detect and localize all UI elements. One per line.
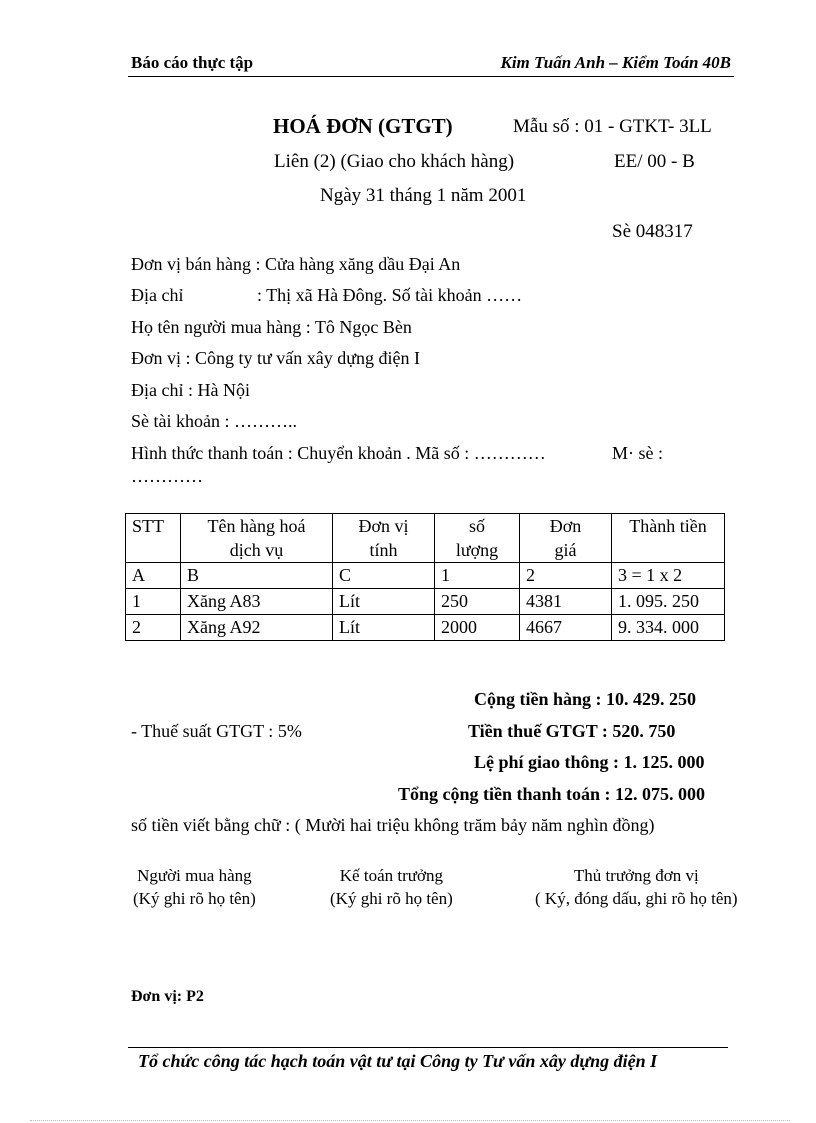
col-header-text: Đơn vị — [358, 516, 409, 536]
buyer-line: Họ tên người mua hàng : Tô Ngọc Bèn — [131, 317, 412, 337]
signature-title: Người mua hàng — [137, 866, 252, 885]
signature-note: ( Ký, đóng dấu, ghi rõ họ tên) — [535, 889, 738, 908]
table-cell: 4381 — [520, 589, 612, 615]
col-header-unit — [333, 514, 435, 563]
address-value: : Thị xã Hà Đông. Số tài khoản …… — [257, 285, 523, 305]
col-header-price — [520, 514, 612, 563]
col-header-stt — [126, 514, 181, 563]
table-header-row — [126, 514, 725, 563]
table-cell: 250 — [435, 589, 520, 615]
col-header-goods — [181, 514, 333, 563]
signature-note: (Ký ghi rõ họ tên) — [133, 889, 256, 908]
footer-text: Tổ chức công tác hạch toán vật tư tại Công ty Tư vấn xây dựng điện I — [138, 1051, 658, 1071]
col-header-text: tính — [369, 540, 398, 560]
payment-continuation: ………… — [131, 466, 203, 486]
seller-line: Đơn vị bán hàng : Cửa hàng xăng dầu Đại An — [131, 254, 461, 274]
col-header-text: STT — [132, 516, 165, 536]
page-edge-dots — [30, 1120, 790, 1121]
invoice-series: EE/ 00 - B — [614, 151, 695, 172]
address-label: Địa chỉ — [131, 285, 184, 305]
col-header-text: dịch vụ — [229, 540, 284, 560]
table-cell: 9. 334. 000 — [612, 615, 725, 641]
unit-code: Đơn vị: P2 — [131, 988, 204, 1005]
col-header-text: lượng — [455, 540, 499, 560]
invoice-date: Ngày 31 tháng 1 năm 2001 — [320, 185, 527, 206]
table-cell: Lít — [333, 589, 435, 615]
col-header-text: số — [468, 516, 485, 536]
table-row — [126, 563, 725, 589]
table-cell: 3 = 1 x 2 — [612, 563, 725, 589]
table-cell: 2 — [520, 563, 612, 589]
table-cell: Xăng A83 — [181, 589, 333, 615]
col-header-text: Tên hàng hoá — [207, 516, 306, 536]
table-row — [126, 615, 725, 641]
table-cell: C — [333, 563, 435, 589]
table-cell: 4667 — [520, 615, 612, 641]
header-report-title: Báo cáo thực tập — [131, 53, 254, 72]
header-author: Kim Tuấn Anh – Kiểm Toán 40B — [500, 53, 731, 72]
ms-label: M· sè : — [612, 443, 663, 463]
invoice-number: Sè 048317 — [612, 221, 693, 242]
invoice-copy: Liên (2) (Giao cho khách hàng) — [274, 151, 515, 172]
signature-chief-accountant — [330, 864, 453, 910]
signature-title: Kế toán trưởng — [339, 866, 443, 885]
signature-title: Thủ trưởng đơn vị — [573, 866, 699, 885]
col-header-amount — [612, 514, 725, 563]
table-cell: Xăng A92 — [181, 615, 333, 641]
table-cell: Lít — [333, 615, 435, 641]
vat-rate: - Thuế suất GTGT : 5% — [131, 721, 302, 741]
payment-line: Hình thức thanh toán : Chuyển khoản . Mã số : ………… — [131, 443, 546, 463]
table-row — [126, 589, 725, 615]
table-cell: 1 — [435, 563, 520, 589]
col-header-quantity — [435, 514, 520, 563]
footer-divider — [128, 1047, 728, 1048]
signature-director — [535, 864, 738, 910]
subtotal: Cộng tiền hàng : 10. 429. 250 — [474, 689, 697, 709]
vat-amount: Tiền thuế GTGT : 520. 750 — [468, 721, 676, 741]
signature-buyer — [133, 864, 256, 910]
table-cell: 2000 — [435, 615, 520, 641]
table-cell: A — [126, 563, 181, 589]
buyer-address-line: Địa chỉ : Hà Nội — [131, 380, 250, 400]
table-cell: 2 — [126, 615, 181, 641]
table-cell: 1. 095. 250 — [612, 589, 725, 615]
col-header-text: Đơn — [549, 516, 582, 536]
invoice-title: HOÁ ĐƠN (GTGT) — [273, 114, 453, 138]
grand-total: Tổng cộng tiền thanh toán : 12. 075. 000 — [398, 784, 706, 804]
invoice-form-number: Mẫu số : 01 - GTKT- 3LL — [513, 116, 712, 137]
invoice-table — [125, 513, 725, 641]
table-cell: 1 — [126, 589, 181, 615]
col-header-text: Thành tiền — [629, 516, 707, 536]
header-divider — [128, 76, 734, 77]
col-header-text: giá — [554, 540, 577, 560]
account-line: Sè tài khoản : ……….. — [131, 411, 297, 431]
amount-in-words: số tiền viết bằng chữ : ( Mười hai triệu không trăm bảy năm nghìn đồng) — [131, 815, 655, 835]
buyer-unit-line: Đơn vị : Công ty tư vấn xây dựng điện I — [131, 348, 421, 368]
table-cell: B — [181, 563, 333, 589]
signature-note: (Ký ghi rõ họ tên) — [330, 889, 453, 908]
traffic-fee: Lệ phí giao thông : 1. 125. 000 — [474, 752, 705, 772]
